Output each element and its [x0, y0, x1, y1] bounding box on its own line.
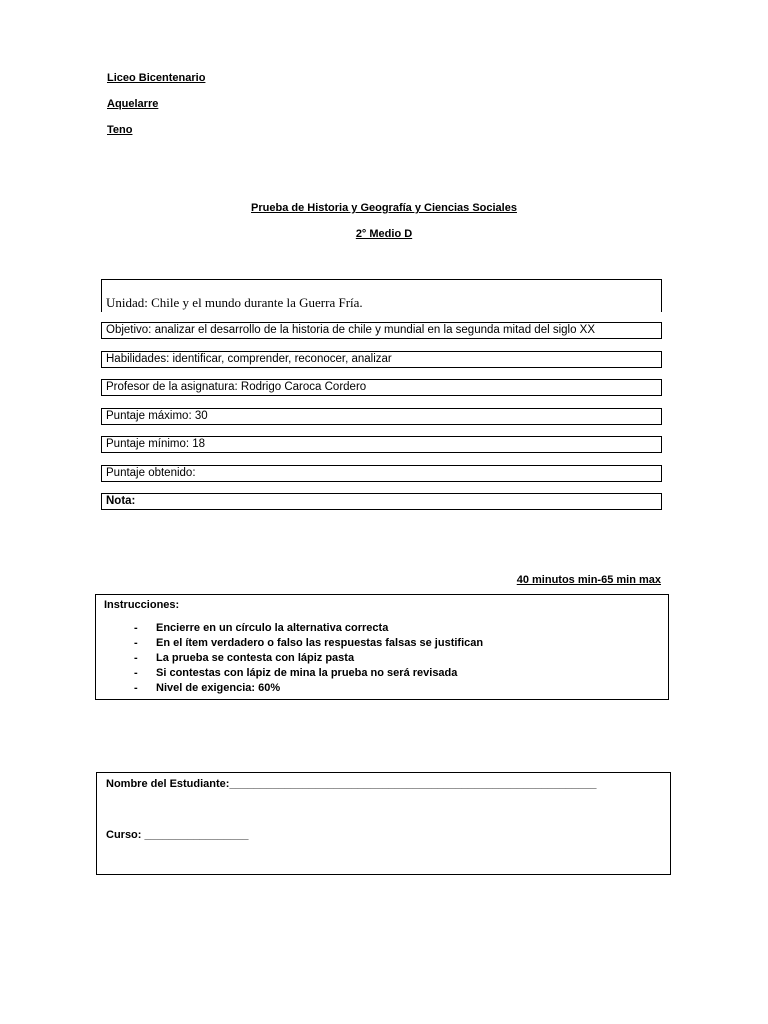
instruction-text: Encierre en un círculo la alternativa correcta [156, 622, 389, 634]
student-name-field[interactable]: Nombre del Estudiante:____________________________________________________________ [106, 778, 597, 790]
instruction-bullet: - [134, 682, 138, 694]
school-city: Teno [107, 124, 133, 136]
instruction-text: La prueba se contesta con lápiz pasta [156, 652, 355, 664]
test-title: Prueba de Historia y Geografía y Ciencias Sociales [251, 202, 517, 214]
instruction-item [104, 651, 660, 666]
instruction-text: Si contestas con lápiz de mina la prueba no será revisada [156, 667, 458, 679]
instruction-bullet: - [134, 637, 138, 649]
instruction-bullet: - [134, 652, 138, 664]
instruction-bullet: - [134, 622, 138, 634]
instruction-item [104, 621, 660, 636]
student-form-box [96, 772, 671, 875]
instruction-bullet: - [134, 667, 138, 679]
school-location: Aquelarre [107, 98, 159, 110]
school-name: Liceo Bicentenario [107, 72, 206, 84]
instructions-title: Instrucciones: [104, 599, 180, 611]
instruction-item [104, 666, 660, 681]
instruction-item [104, 636, 660, 651]
info-objetivo: Objetivo: analizar el desarrollo de la historia de chile y mundial en la segunda mitad del siglo XX [101, 322, 662, 339]
instructions-list [104, 621, 660, 696]
info-puntaje-obtenido: Puntaje obtenido: [101, 465, 662, 482]
instruction-item [104, 681, 660, 696]
time-limit: 40 minutos min-65 min max [516, 574, 661, 586]
instruction-text: Nivel de exigencia: 60% [156, 682, 281, 694]
student-course-field[interactable]: Curso: _________________ [106, 829, 249, 841]
course-title: 2° Medio D [355, 228, 413, 240]
instruction-text: En el ítem verdadero o falso las respuestas falsas se justifican [156, 637, 484, 649]
info-profesor: Profesor de la asignatura: Rodrigo Caroca Cordero [101, 379, 662, 396]
info-unidad: Unidad: Chile y el mundo durante la Guerra Fría. [101, 279, 662, 312]
info-puntaje-maximo: Puntaje máximo: 30 [101, 408, 662, 425]
info-nota: Nota: [101, 493, 662, 510]
info-puntaje-minimo: Puntaje mínimo: 18 [101, 436, 662, 453]
instructions-box [95, 594, 669, 700]
info-habilidades: Habilidades: identificar, comprender, reconocer, analizar [101, 351, 662, 368]
